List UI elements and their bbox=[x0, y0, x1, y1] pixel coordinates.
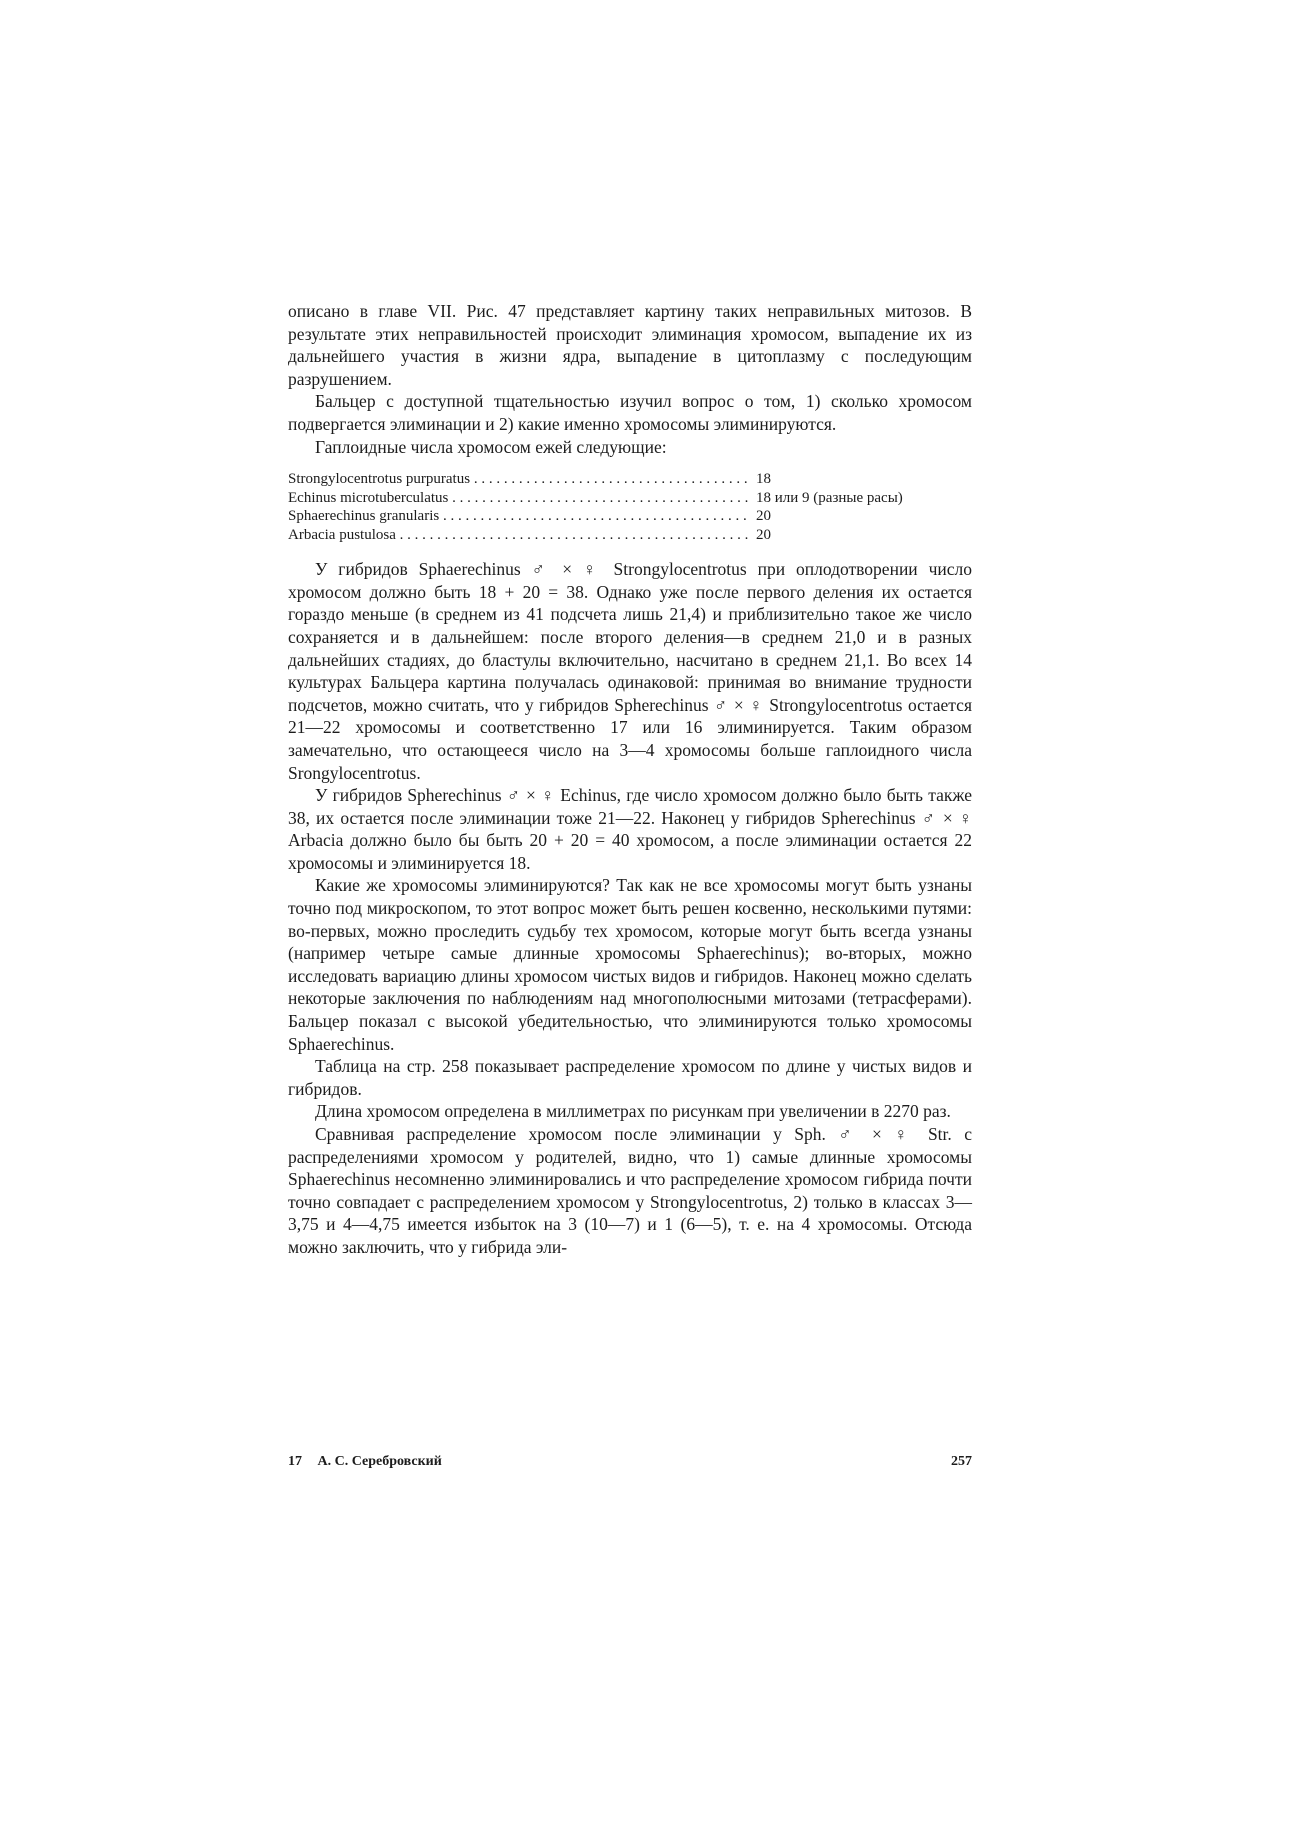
author-name: А. С. Серебровский bbox=[317, 1454, 442, 1469]
paragraph: Бальцер с доступной тщательностью изучил вопрос о том, 1) сколько хромосом подвергается элиминации и 2) какие именно хромосомы элиминируются. bbox=[288, 391, 972, 434]
haploid-number: 20 bbox=[756, 508, 771, 525]
table-row bbox=[288, 470, 972, 489]
paragraph: У гибридов Spherechinus ♂ × ♀ Echinus, где число хромосом должно было быть также 38, их остается после элиминации тоже 21—22. Наконец у гибридов Spherechinus ♂ × ♀ Arbacia должно было бы быть 20 + 20 = 40 хромосом, а после элиминации остается 22 хромосомы и элиминируется 18. bbox=[288, 785, 972, 873]
paragraph: Сравнивая распределение хромосом после элиминации у Sph. ♂ × ♀ Str. с распределениями хромосом у родителей, видно, что 1) самые длинные хромосомы Sphaerechinus несомненно элиминировались и что распределение хромосом гибрида почти точно совпадает с распределением хромосом у Strongylocentrotus, 2) только в классах 3—3,75 и 4—4,75 имеется избыток на 3 (10—7) и 1 (6—5), т. е. на 4 хромосомы. Отсюда можно заключить, что у гибрида эли- bbox=[288, 1124, 972, 1257]
paragraph: Длина хромосом определена в миллиметрах по рисункам при увеличении в 2270 раз. bbox=[315, 1101, 951, 1122]
page-number: 257 bbox=[951, 1454, 972, 1469]
species-name: Strongylocentrotus purpuratus . . . bbox=[288, 470, 750, 489]
footer-signature-block bbox=[288, 1454, 442, 1470]
paragraph: описано в главе VII. Рис. 47 представляет картину таких неправильных митозов. В результате этих неправильностей происходит элиминация хромосом, выпадение их из дальнейшего участия в жизни ядра, выпадение в цитоплазму с последующим разрушением. bbox=[288, 301, 972, 389]
haploid-number: 20 bbox=[756, 526, 771, 543]
table-row bbox=[288, 489, 972, 508]
species-name: Arbacia pustulosa . . . bbox=[288, 526, 750, 545]
paragraph: Таблица на стр. 258 показывает распределение хромосом по длине у чистых видов и гибридов. bbox=[288, 1056, 972, 1099]
species-name: Sphaerechinus granularis . . . bbox=[288, 507, 750, 526]
species-name: Echinus microtuberculatus . . . bbox=[288, 489, 750, 508]
page-body bbox=[288, 300, 972, 1259]
printer-signature: 17 bbox=[288, 1454, 302, 1469]
table-row bbox=[288, 507, 972, 526]
haploid-numbers-table bbox=[288, 470, 972, 544]
paragraph: Какие же хромосомы элиминируются? Так как не все хромосомы могут быть узнаны точно под микроскопом, то этот вопрос может быть решен косвенно, несколькими путями: во-первых, можно проследить судьбу тех хромосом, которые могут быть всегда узнаны (например четыре самые длинные хромосомы Sphaerechinus); во-вторых, можно исследовать вариацию длины хромосом чистых видов и гибридов. Наконец можно сделать некоторые заключения по наблюдениям над многополюсными митозами (тетрасферами). Бальцер показал с высокой убедительностью, что элиминируются только хромосомы Sphaerechinus. bbox=[288, 875, 972, 1054]
paragraph: У гибридов Sphaerechinus ♂ × ♀ Strongylocentrotus при оплодотворении число хромосом должно быть 18 + 20 = 38. Однако уже после первого деления их остается гораздо меньше (в среднем из 41 подсчета лишь 21,4) и приблизительно такое же число сохраняется и в дальнейшем: после второго деления—в среднем 21,0 и в разных дальнейших стадиях, до бластулы включительно, насчитано в среднем 21,1. Во всех 14 культурах Бальцера картина получалась одинаковой: принимая во внимание трудности подсчетов, можно считать, что у гибридов Spherechinus ♂ × ♀ Strongylocentrotus остается 21—22 хромосомы и соответственно 17 или 16 элиминируется. Таким образом замечательно, что остающееся число на 3—4 хромосомы больше гаплоидного числа Srongylocentrotus. bbox=[288, 559, 972, 783]
table-row bbox=[288, 526, 972, 545]
page-footer bbox=[288, 1454, 972, 1470]
haploid-number: 18 или 9 (разные расы) bbox=[756, 489, 903, 506]
table-intro: Гаплоидные числа хромосом ежей следующие: bbox=[315, 436, 667, 457]
haploid-number: 18 bbox=[756, 471, 771, 488]
